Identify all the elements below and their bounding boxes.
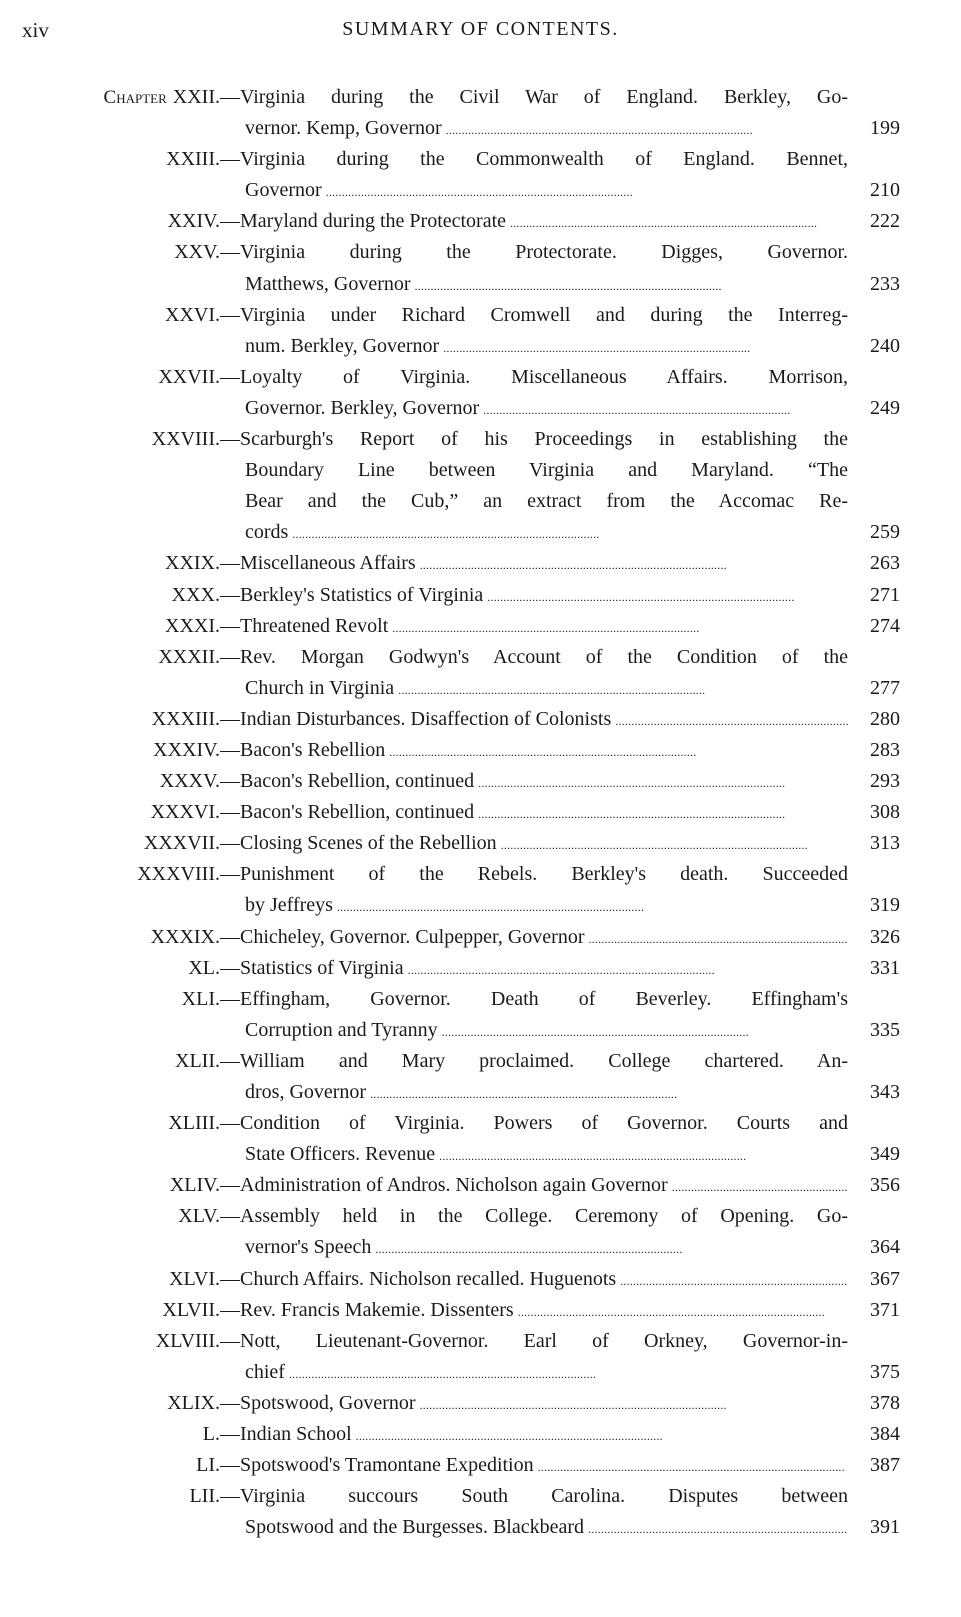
entry-title-text: Virginia under Richard Cromwell and during the Interreg- <box>240 303 848 326</box>
toc-entry <box>0 1201 961 1263</box>
entry-title-text: by Jeffreys <box>245 894 333 917</box>
em-dash: — <box>220 832 240 855</box>
chapter-number <box>156 1326 220 1357</box>
page-number: 378 <box>870 1391 900 1414</box>
page-number: 249 <box>870 396 900 419</box>
chapter-numeral: XLV. <box>178 1205 220 1228</box>
chapter-number <box>144 828 220 859</box>
entry-title-text: vernor's Speech <box>245 1236 372 1259</box>
toc-entry <box>0 1264 961 1295</box>
entry-title-text: Effingham, Governor. Death of Beverley. Effingham's <box>240 987 848 1010</box>
entry-line <box>245 331 848 362</box>
chapter-numeral: L. <box>202 1423 220 1446</box>
entry-title-text: Closing Scenes of the Rebellion <box>240 832 497 855</box>
page-number: 364 <box>870 1236 900 1259</box>
entry-title-text: Berkley's Statistics of Virginia <box>240 583 484 606</box>
toc-entry <box>0 237 961 299</box>
chapter-number <box>175 1046 220 1077</box>
entry-title-text: Assembly held in the College. Ceremony of Opening. Go- <box>240 1205 848 1228</box>
entry-title-text: Indian Disturbances. Disaffection of Colonists <box>240 707 612 730</box>
entry-title-text: Administration of Andros. Nicholson again Governor <box>240 1174 668 1197</box>
entry-title-text: Church Affairs. Nicholson recalled. Huguenots <box>240 1267 617 1290</box>
page-number: 240 <box>870 334 900 357</box>
entry-title-text: Corruption and Tyranny <box>245 1018 438 1041</box>
em-dash: — <box>220 1298 240 1321</box>
em-dash: — <box>220 583 240 606</box>
entry-title-text: Virginia succours South Carolina. Disputes between <box>240 1485 848 1508</box>
entry-title-text: dros, Governor <box>245 1081 367 1103</box>
entry-title-text: Rev. Francis Makemie. Dissenters <box>240 1298 514 1321</box>
dot-leader <box>483 393 848 424</box>
em-dash: — <box>220 365 240 388</box>
entry-title-text: Threatened Revolt <box>240 614 389 637</box>
entry-line <box>220 1295 848 1326</box>
dot-leader <box>478 797 848 828</box>
chapter-number <box>137 859 220 890</box>
entry-title-text: Loyalty of Virginia. Miscellaneous Affairs. Morrison, <box>240 365 848 388</box>
em-dash: — <box>220 801 240 824</box>
em-dash: — <box>220 1267 240 1290</box>
entry-line <box>220 206 848 237</box>
entry-title-text: Matthews, Governor <box>245 272 411 295</box>
chapter-number <box>165 548 220 579</box>
toc-entry <box>0 704 961 735</box>
entry-line <box>245 517 848 548</box>
entry-title-text: vernor. Kemp, Governor <box>245 117 442 140</box>
entry-title-text: Bacon's Rebellion, continued <box>240 801 475 824</box>
page-number: 259 <box>870 521 900 544</box>
entry-title-text: State Officers. Revenue <box>245 1143 436 1166</box>
dot-leader <box>370 1077 848 1108</box>
entry-line <box>220 1481 848 1512</box>
chapter-number <box>203 1419 220 1450</box>
entry-line <box>245 175 848 206</box>
page-number: 343 <box>870 1081 900 1103</box>
entry-line <box>220 82 848 113</box>
em-dash: — <box>220 1391 240 1414</box>
chapter-numeral: XXV. <box>174 241 220 264</box>
toc-entry <box>0 1388 961 1419</box>
dot-leader <box>672 1170 848 1201</box>
chapter-numeral: LI. <box>196 1454 220 1477</box>
chapter-number <box>165 300 220 331</box>
chapter-number <box>151 922 220 953</box>
entry-line <box>245 1139 848 1170</box>
entry-line <box>245 486 848 517</box>
dot-leader <box>292 517 848 548</box>
dot-leader <box>487 580 848 611</box>
chapter-numeral: XXXII. <box>158 645 220 668</box>
entry-title-text: cords <box>245 521 289 544</box>
page-number: 313 <box>870 832 900 855</box>
toc-entry <box>0 1419 961 1450</box>
chapter-number <box>167 1388 220 1419</box>
entry-line <box>220 735 848 766</box>
page-number: 375 <box>870 1360 900 1383</box>
toc-entry <box>0 766 961 797</box>
entry-line <box>245 673 848 704</box>
em-dash: — <box>220 1454 240 1477</box>
chapter-numeral: XLIX. <box>167 1391 220 1414</box>
entry-title-text: Virginia during the Civil War of England. Berkley, Go- <box>240 86 848 108</box>
chapter-number <box>196 1450 220 1481</box>
page-number: 222 <box>870 210 900 233</box>
chapter-number <box>189 1481 220 1512</box>
toc-entry <box>0 953 961 984</box>
chapter-numeral: XLVI. <box>169 1267 220 1290</box>
page-number: 349 <box>870 1143 900 1166</box>
dot-leader <box>615 704 848 735</box>
page-number: 335 <box>870 1018 900 1041</box>
entry-line <box>220 300 848 331</box>
em-dash: — <box>220 210 240 233</box>
dot-leader <box>442 1015 848 1046</box>
entry-line <box>220 237 848 268</box>
chapter-number <box>152 704 220 735</box>
chapter-number <box>152 424 220 455</box>
toc-entry <box>0 642 961 704</box>
chapter-numeral: XL. <box>188 956 220 979</box>
entry-line <box>220 1388 848 1419</box>
entry-line <box>220 1170 848 1201</box>
entry-title-text: Spotswood and the Burgesses. Blackbeard <box>245 1516 585 1539</box>
entry-line <box>220 1201 848 1232</box>
dot-leader <box>392 611 848 642</box>
em-dash: — <box>220 614 240 637</box>
toc-entry <box>0 1170 961 1201</box>
dot-leader <box>538 1450 848 1481</box>
em-dash: — <box>220 1174 240 1197</box>
page-number: 280 <box>870 707 900 730</box>
entry-title-text: Miscellaneous Affairs <box>240 552 416 575</box>
entry-title-text: Chicheley, Governor. Culpepper, Governor <box>240 925 585 948</box>
page-number: 356 <box>870 1174 900 1197</box>
page-number: 277 <box>870 676 900 699</box>
page-number: 199 <box>870 117 900 140</box>
chapter-numeral: XXVI. <box>165 303 220 326</box>
entry-line <box>245 1232 848 1263</box>
chapter-label: Chapter <box>103 87 167 108</box>
entry-title-text: Condition of Virginia. Powers of Governor. Courts and <box>240 1112 848 1135</box>
entry-line <box>220 548 848 579</box>
chapter-number <box>160 766 220 797</box>
chapter-numeral: XXII. <box>172 86 220 108</box>
entry-title-text: Statistics of Virginia <box>240 956 404 979</box>
entry-title-text: Virginia during the Protectorate. Digges, Governor. <box>240 241 848 264</box>
page-folio: xiv <box>22 18 49 42</box>
entry-line <box>245 269 848 300</box>
entry-title-text: Virginia during the Commonwealth of England. Bennet, <box>240 148 848 171</box>
entry-title-text: Punishment of the Rebels. Berkley's death. Succeeded <box>240 863 848 886</box>
toc-entry <box>0 1046 961 1108</box>
entry-title-text: Bacon's Rebellion, continued <box>240 770 475 793</box>
chapter-numeral: XXIV. <box>167 210 220 233</box>
entry-title-text: Spotswood's Tramontane Expedition <box>240 1454 534 1477</box>
chapter-number <box>170 1170 220 1201</box>
page-number: 271 <box>870 583 900 606</box>
entry-title-text: Nott, Lieutenant-Governor. Earl of Orkney, Governor-in- <box>240 1329 848 1352</box>
chapter-numeral: XXXIII. <box>151 707 220 730</box>
chapter-numeral: XLVII. <box>162 1298 220 1321</box>
em-dash: — <box>220 987 240 1010</box>
chapter-number <box>172 580 220 611</box>
dot-leader <box>501 828 848 859</box>
chapter-number <box>165 611 220 642</box>
toc-entry <box>0 82 961 144</box>
entry-line <box>220 642 848 673</box>
toc-entry <box>0 1295 961 1326</box>
chapter-numeral: XXVIII. <box>151 428 220 451</box>
chapter-number <box>188 953 220 984</box>
em-dash: — <box>220 1112 240 1135</box>
entry-line <box>220 144 848 175</box>
chapter-numeral: XXIX. <box>165 552 220 575</box>
em-dash: — <box>220 241 240 264</box>
toc-entry <box>0 144 961 206</box>
toc-entry <box>0 206 961 237</box>
entry-line <box>220 766 848 797</box>
em-dash: — <box>220 428 240 451</box>
chapter-numeral: XXXI. <box>165 614 220 637</box>
chapter-number <box>174 237 220 268</box>
dot-leader <box>289 1357 848 1388</box>
toc-entry <box>0 611 961 642</box>
entry-title-text: Scarburgh's Report of his Proceedings in establishing the <box>240 428 848 451</box>
entry-title-text: Governor <box>245 179 322 202</box>
chapter-number <box>158 362 220 393</box>
dot-leader <box>420 1388 848 1419</box>
entry-title-text: Boundary Line between Virginia and Maryland. “The <box>245 459 848 482</box>
entry-title-text: Governor. Berkley, Governor <box>245 396 480 419</box>
entry-title-text: Bear and the Cub,” an extract from the Accomac Re- <box>245 490 848 513</box>
chapter-numeral: XXX. <box>171 583 220 606</box>
entry-line <box>245 1357 848 1388</box>
chapter-numeral: XXXIX. <box>150 925 220 948</box>
chapter-numeral: XXXV. <box>159 770 220 793</box>
entry-line <box>245 1512 848 1543</box>
entry-line <box>245 890 848 921</box>
page-number: 367 <box>870 1267 900 1290</box>
toc-entry <box>0 580 961 611</box>
chapter-numeral: XXXVII. <box>143 832 220 855</box>
dot-leader <box>510 206 848 237</box>
chapter-number <box>151 797 220 828</box>
em-dash: — <box>220 863 240 886</box>
toc-entry <box>0 922 961 953</box>
dot-leader <box>398 673 848 704</box>
em-dash: — <box>220 1485 240 1508</box>
chapter-numeral: XLIV. <box>169 1174 220 1197</box>
em-dash: — <box>220 552 240 575</box>
chapter-number <box>162 1295 220 1326</box>
page-number: 210 <box>870 179 900 202</box>
chapter-numeral: LII. <box>189 1485 220 1508</box>
chapter-number <box>166 144 220 175</box>
toc-entry <box>0 548 961 579</box>
entry-line <box>245 1077 848 1108</box>
entry-line <box>220 1326 848 1357</box>
dot-leader <box>443 331 848 362</box>
chapter-numeral: XXIII. <box>166 148 220 171</box>
page-number: 274 <box>870 614 900 637</box>
chapter-number <box>182 984 220 1015</box>
dot-leader <box>375 1232 848 1263</box>
entry-line <box>220 1419 848 1450</box>
em-dash: — <box>220 303 240 326</box>
entry-line <box>220 953 848 984</box>
toc-entry <box>0 1450 961 1481</box>
entry-line <box>220 859 848 890</box>
em-dash: — <box>220 645 240 668</box>
em-dash: — <box>220 956 240 979</box>
toc-entry <box>0 828 961 859</box>
chapter-numeral: XXVII. <box>158 365 220 388</box>
entry-title-text: num. Berkley, Governor <box>245 334 440 357</box>
dot-leader <box>446 113 848 144</box>
em-dash: — <box>220 738 240 761</box>
table-of-contents <box>0 82 961 1543</box>
page-number: 371 <box>870 1298 900 1321</box>
chapter-numeral: XLVIII. <box>155 1329 220 1352</box>
entry-title-text: Indian School <box>240 1423 352 1446</box>
em-dash: — <box>220 86 240 108</box>
entry-line <box>220 1264 848 1295</box>
toc-entry <box>0 1108 961 1170</box>
em-dash: — <box>220 1205 240 1228</box>
page-number: 308 <box>870 801 900 824</box>
page-number: 283 <box>870 738 900 761</box>
entry-line <box>245 393 848 424</box>
entry-title-text: Spotswood, Governor <box>240 1391 416 1414</box>
page-number: 293 <box>870 770 900 793</box>
entry-line <box>220 611 848 642</box>
chapter-number <box>168 1108 220 1139</box>
page-number: 331 <box>870 956 900 979</box>
page-number: 387 <box>870 1454 900 1477</box>
entry-line <box>220 797 848 828</box>
toc-entry <box>0 424 961 548</box>
dot-leader <box>356 1419 848 1450</box>
em-dash: — <box>220 925 240 948</box>
entry-title-text: chief <box>245 1360 285 1383</box>
entry-line <box>220 1046 848 1077</box>
entry-line <box>245 455 848 486</box>
dot-leader <box>337 890 848 921</box>
chapter-numeral: XXXVI. <box>150 801 220 824</box>
em-dash: — <box>220 1423 240 1446</box>
chapter-number <box>178 1201 220 1232</box>
dot-leader <box>439 1139 848 1170</box>
entry-line <box>220 1108 848 1139</box>
entry-line <box>220 580 848 611</box>
entry-line <box>220 922 848 953</box>
em-dash: — <box>220 707 240 730</box>
chapter-number <box>168 206 220 237</box>
dot-leader <box>518 1295 848 1326</box>
page-number: 326 <box>870 925 900 948</box>
dot-leader <box>389 735 848 766</box>
em-dash: — <box>220 148 240 171</box>
entry-line <box>220 704 848 735</box>
toc-entry <box>0 797 961 828</box>
entry-title-text: William and Mary proclaimed. College chartered. An- <box>240 1049 848 1072</box>
em-dash: — <box>220 1329 240 1352</box>
entry-line <box>220 362 848 393</box>
entry-line <box>220 984 848 1015</box>
dot-leader <box>415 269 848 300</box>
chapter-number <box>104 82 220 113</box>
toc-entry <box>0 1326 961 1388</box>
entry-title-text: Church in Virginia <box>245 676 395 699</box>
chapter-numeral: XXXVIII. <box>137 863 220 886</box>
page-number: 391 <box>870 1516 900 1539</box>
dot-leader <box>588 922 848 953</box>
chapter-number <box>169 1264 220 1295</box>
chapter-number <box>158 642 220 673</box>
entry-title-text: Maryland during the Protectorate <box>240 210 507 233</box>
entry-line <box>245 1015 848 1046</box>
entry-line <box>220 424 848 455</box>
page-number: 319 <box>870 894 900 917</box>
dot-leader <box>420 548 848 579</box>
dot-leader <box>326 175 848 206</box>
toc-entry <box>0 1481 961 1543</box>
chapter-numeral: XLIII. <box>168 1112 220 1135</box>
toc-entry <box>0 362 961 424</box>
chapter-numeral: XLII. <box>175 1049 220 1072</box>
running-head-title: SUMMARY OF CONTENTS. <box>342 18 619 40</box>
dot-leader <box>478 766 848 797</box>
dot-leader <box>408 953 848 984</box>
toc-entry <box>0 300 961 362</box>
entry-line <box>245 113 848 144</box>
page-number: 263 <box>870 552 900 575</box>
entry-title-text: Bacon's Rebellion <box>240 738 386 761</box>
dot-leader <box>588 1512 848 1543</box>
toc-entry <box>0 735 961 766</box>
entry-line <box>220 828 848 859</box>
toc-entry <box>0 859 961 921</box>
chapter-numeral: XXXIV. <box>153 738 220 761</box>
chapter-number <box>153 735 220 766</box>
toc-entry <box>0 984 961 1046</box>
entry-line <box>220 1450 848 1481</box>
page-number: 384 <box>870 1423 900 1446</box>
chapter-numeral: XLI. <box>181 987 220 1010</box>
em-dash: — <box>220 770 240 793</box>
dot-leader <box>620 1264 848 1295</box>
em-dash: — <box>220 1049 240 1072</box>
entry-title-text: Rev. Morgan Godwyn's Account of the Condition of the <box>240 645 848 668</box>
page-number: 233 <box>870 272 900 295</box>
